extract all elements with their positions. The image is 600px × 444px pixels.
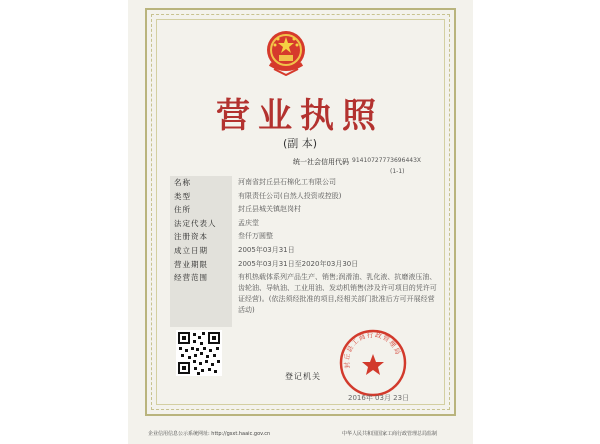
page-subtitle: (副 本): [282, 137, 318, 150]
field-row-scope: [170, 271, 440, 327]
field-label: 经营范围: [170, 271, 232, 327]
serial-suffix: (1-1): [390, 168, 405, 175]
footer-website: 企业信用信息公示系统网址: http://gsxt.haaic.gov.cn: [148, 431, 271, 437]
field-row-established: [170, 244, 440, 258]
field-row-legal-rep: [170, 217, 440, 231]
registration-authority-label: 登记机关: [285, 372, 321, 381]
field-value: 河南省封丘县石棉化工有限公司: [238, 178, 336, 186]
field-value: 有机热载体系列产品生产、销售;润滑油、乳化液、抗磨液压油、齿轮油、导轨油、工业用油、发动机销售(涉及许可项目的凭许可证经营)。(依法须经批准的项目,经相关部门批准后方可开展经营活动): [238, 273, 437, 315]
field-row-type: [170, 190, 440, 204]
field-row-capital: [170, 230, 440, 244]
field-value: 2005年03月31日至2020年03月30日: [238, 259, 359, 268]
field-value: 封丘县城关镇赵岗村: [238, 205, 301, 214]
footer-issuer: 中华人民共和国国家工商行政管理总局监制: [342, 431, 438, 437]
field-label: 注册资本: [170, 230, 232, 244]
national-emblem-icon: [264, 28, 308, 76]
field-value: 有限责任公司(自然人投资或控股): [238, 191, 342, 200]
license-fields: [170, 176, 440, 327]
field-label: 成立日期: [170, 244, 232, 258]
field-value: 2005年03月31日: [238, 245, 295, 254]
page-title: 营业执照: [216, 96, 384, 136]
field-value: 叁仟万圆整: [238, 232, 273, 241]
field-label: 名称: [170, 176, 232, 190]
qr-code-icon: [176, 330, 222, 376]
credit-code-label: 统一社会信用代码: [293, 158, 349, 166]
official-seal-icon: [338, 328, 408, 398]
seal-text: 封丘县工商行政管理局: [342, 330, 403, 369]
credit-code-value: 91410727773696443X: [352, 157, 422, 164]
issue-date: 2016年 03月 23日: [348, 394, 410, 402]
field-label: 住所: [170, 203, 232, 217]
field-value: 孟庆堂: [238, 218, 259, 227]
field-label: 营业期限: [170, 258, 232, 272]
field-label: 法定代表人: [170, 217, 232, 231]
field-row-term: [170, 258, 440, 272]
field-label: 类型: [170, 190, 232, 204]
field-row-address: [170, 203, 440, 217]
field-row-name: [170, 176, 440, 190]
